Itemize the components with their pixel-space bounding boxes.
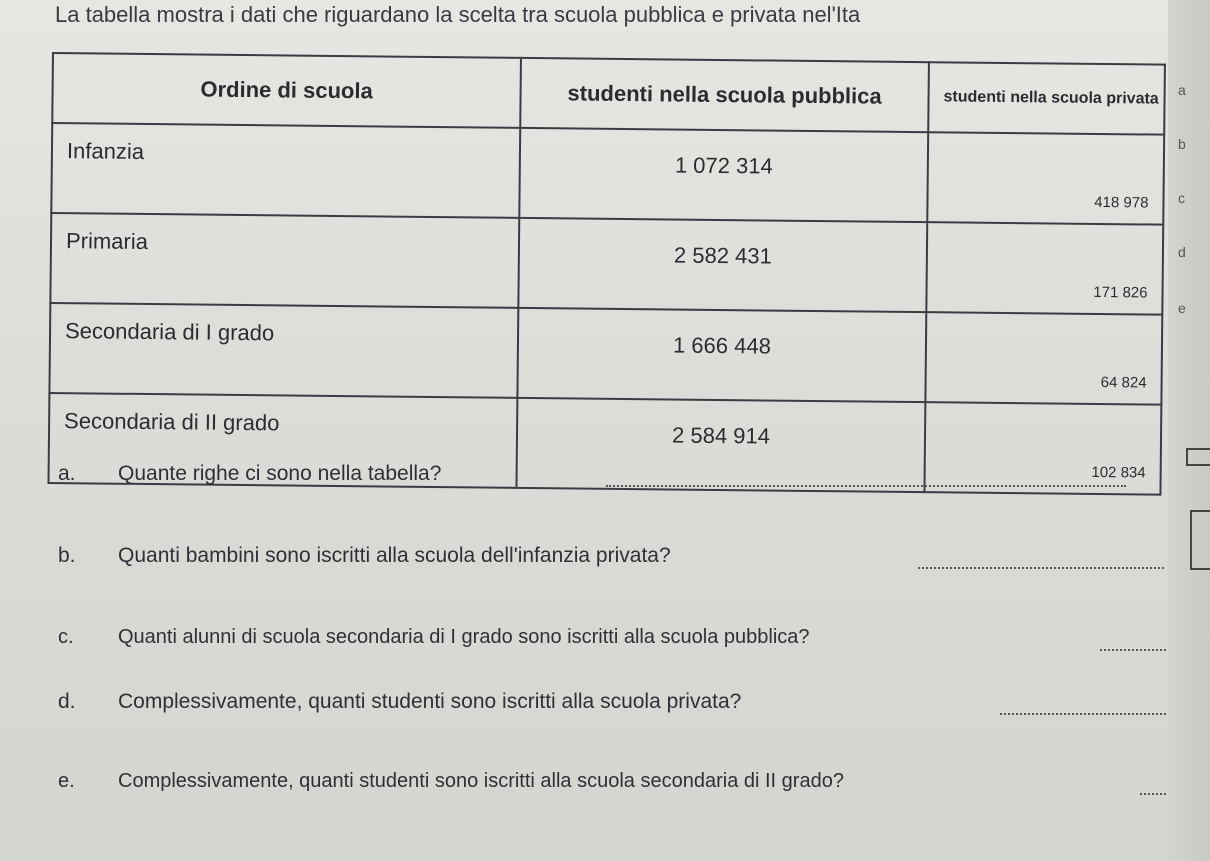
question-e — [58, 770, 844, 793]
public-students-cell: 2 584 914 — [516, 398, 925, 492]
school-order-cell: Primaria — [50, 213, 519, 308]
answer-line-a[interactable] — [606, 485, 1126, 487]
question-text: Complessivamente, quanti studenti sono iscritti alla scuola privata? — [118, 690, 742, 713]
school-order-cell: Secondaria di I grado — [49, 303, 518, 398]
private-students-cell: 418 978 — [927, 132, 1164, 224]
margin-letter: b — [1178, 136, 1186, 152]
private-students-cell: 171 826 — [926, 222, 1163, 314]
table-header-row — [52, 53, 1165, 135]
page-edge-mark — [1186, 448, 1210, 466]
question-letter: d. — [58, 690, 76, 713]
question-d — [58, 690, 741, 714]
question-letter: c. — [58, 626, 74, 648]
answer-line-e[interactable] — [1140, 793, 1166, 795]
table-caption: La tabella mostra i dati che riguardano la scelta tra scuola pubblica e privata nel'Ita — [55, 2, 861, 27]
public-students-cell: 1 072 314 — [519, 128, 928, 222]
table-row — [50, 213, 1163, 315]
school-data-table — [47, 52, 1165, 496]
page-edge-mark — [1190, 510, 1210, 570]
private-students-cell: 64 824 — [925, 312, 1162, 404]
table-row — [49, 303, 1162, 405]
question-a — [58, 462, 441, 486]
question-text: Complessivamente, quanti studenti sono iscritti alla scuola secondaria di II grado? — [118, 770, 844, 792]
question-letter: a. — [58, 462, 76, 485]
private-students-cell: 102 834 — [924, 402, 1161, 494]
school-order-cell: Secondaria di II grado — [48, 393, 517, 488]
margin-letter: c — [1178, 190, 1185, 206]
answer-line-d[interactable] — [1000, 713, 1166, 715]
question-c — [58, 626, 810, 649]
public-students-cell: 2 582 431 — [518, 218, 927, 312]
margin-letter: a — [1178, 82, 1186, 98]
column-header: studenti nella scuola privata — [928, 62, 1165, 134]
public-students-cell: 1 666 448 — [517, 308, 926, 402]
margin-letter: e — [1178, 300, 1186, 316]
adjacent-page-edge — [1168, 0, 1210, 861]
margin-letter: d — [1178, 244, 1186, 260]
question-letter: b. — [58, 544, 76, 567]
school-order-cell: Infanzia — [51, 123, 520, 218]
question-b — [58, 544, 671, 568]
column-header: Ordine di scuola — [52, 53, 521, 128]
question-text: Quanti bambini sono iscritti alla scuola dell'infanzia privata? — [118, 544, 671, 567]
question-letter: e. — [58, 770, 75, 792]
column-header: studenti nella scuola pubblica — [520, 58, 929, 132]
answer-line-b[interactable] — [918, 567, 1164, 569]
answer-line-c[interactable] — [1100, 649, 1166, 651]
question-text: Quante righe ci sono nella tabella? — [118, 462, 442, 485]
question-text: Quanti alunni di scuola secondaria di I grado sono iscritti alla scuola pubblica? — [118, 626, 810, 648]
table-row — [51, 123, 1164, 225]
